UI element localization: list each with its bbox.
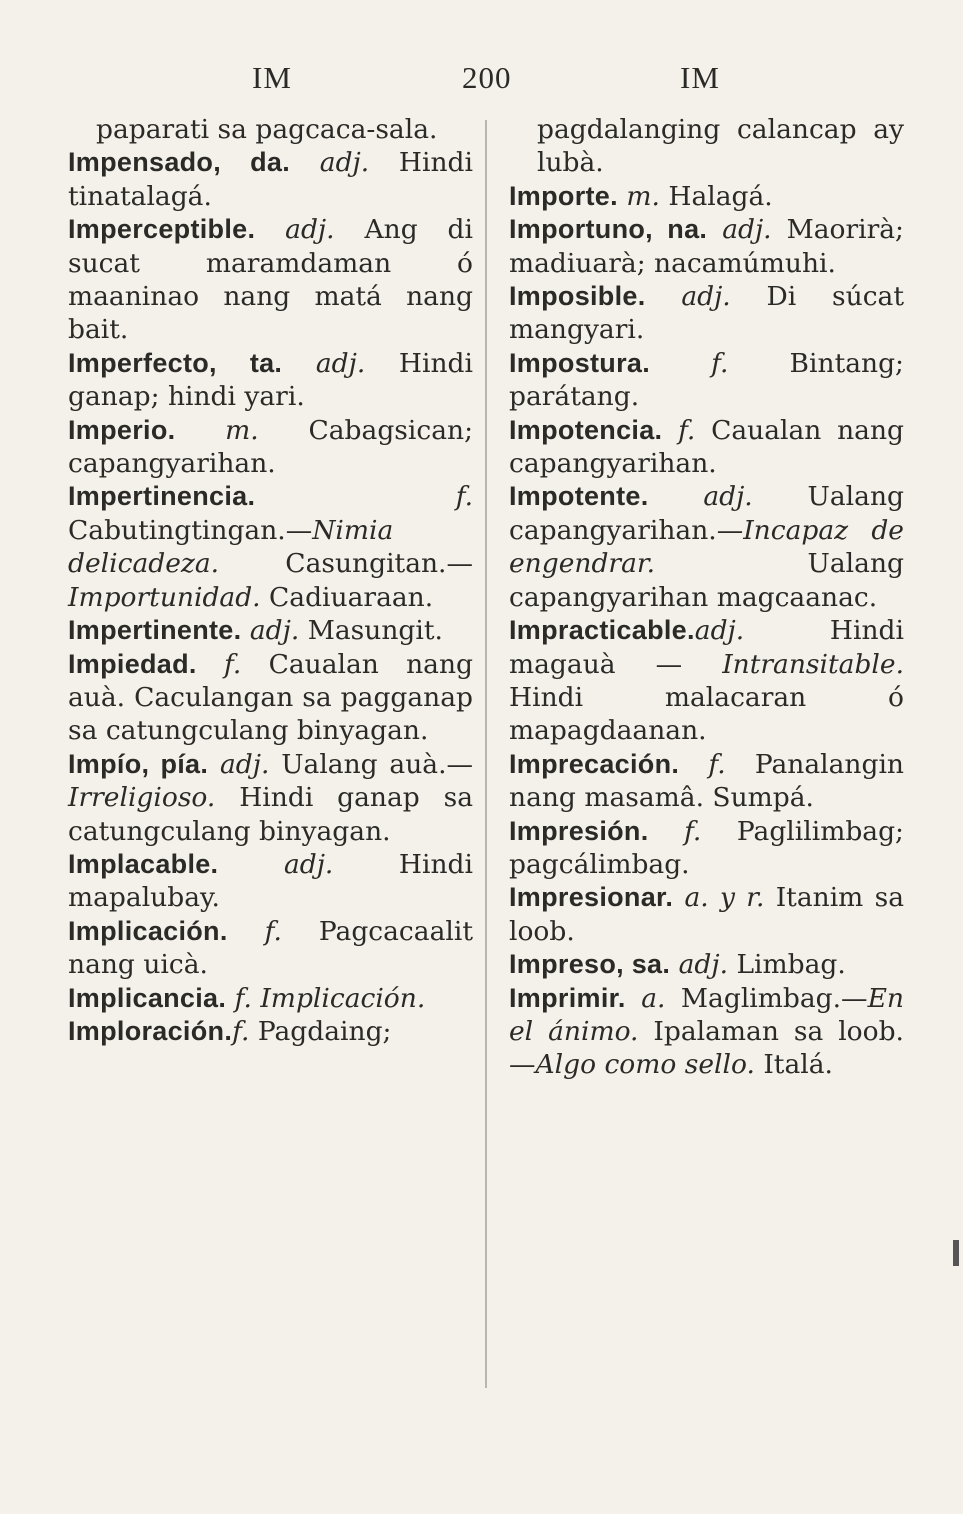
dictionary-entry <box>68 848 473 915</box>
dictionary-entry <box>68 347 473 414</box>
continuation-text: pagdalanging calancap ay lubà. <box>537 114 904 179</box>
definition: Hindi ganap; hindi yari. <box>68 347 473 413</box>
grammar-label: f. <box>264 915 282 947</box>
header-left-guide-word: IM <box>252 60 292 95</box>
grammar-label: adj. <box>703 481 753 513</box>
dictionary-entry <box>68 213 473 347</box>
dictionary-entry <box>68 1015 473 1048</box>
definition: Hindi magauà — <box>509 615 904 680</box>
grammar-label: adj. <box>319 147 370 179</box>
definition: Masungit. <box>307 615 443 647</box>
headword: Impotente. <box>509 481 649 512</box>
grammar-label: adj. <box>219 748 270 780</box>
left-column <box>68 113 473 1048</box>
header-right-guide-word: IM <box>680 60 720 95</box>
grammar-label: adj. <box>315 347 366 379</box>
dictionary-entry <box>68 414 473 481</box>
page-number: 200 <box>462 60 512 95</box>
dictionary-entry <box>68 915 473 982</box>
spanish-subentry: Importunidad. <box>68 581 261 613</box>
definition: Halagá. <box>668 180 773 212</box>
grammar-label: a. <box>641 982 666 1014</box>
grammar-label: f. <box>232 1015 250 1047</box>
grammar-label: f. <box>455 481 473 513</box>
definition: Casungitan.— <box>219 548 473 580</box>
headword: Impío, pía. <box>68 748 209 779</box>
grammar-label: a. y r. <box>684 882 765 914</box>
dictionary-entry <box>509 748 904 815</box>
grammar-label: m. <box>626 180 660 212</box>
definition: Ipalaman sa loob.— <box>509 1015 904 1081</box>
page-header <box>0 60 963 100</box>
grammar-label: adj. <box>722 214 772 246</box>
definition: Italá. <box>754 1049 833 1081</box>
definition: Pagcacaalit nang uicà. <box>68 915 473 981</box>
page-edge-mark <box>953 1240 959 1266</box>
headword: Implacable. <box>68 848 219 879</box>
headword: Imploración. <box>68 1015 233 1046</box>
headword: Impertinencia. <box>68 481 256 512</box>
definition: Cabagsican; capangyarihan. <box>68 414 473 480</box>
dictionary-entry <box>509 180 904 213</box>
definition: Hindi ganap sa catungculang binyagan. <box>68 782 473 847</box>
headword: Impostura. <box>509 347 651 378</box>
dictionary-entry <box>509 948 904 981</box>
grammar-label: f. <box>224 648 242 680</box>
definition: Caualan nang auà. Caculangan sa pagganap sa catungculang binyagan. <box>68 648 473 747</box>
dictionary-entry <box>68 648 473 748</box>
headword: Importuno, na. <box>509 214 708 245</box>
headword: Impresionar. <box>509 882 674 913</box>
grammar-label: m. <box>225 414 259 446</box>
spanish-subentry: Intransitable. <box>722 648 904 680</box>
grammar-label: adj. <box>694 615 745 647</box>
definition: Ualang capangyarihan.— <box>509 481 904 546</box>
right-column <box>509 113 904 1082</box>
headword: Imperceptible. <box>68 214 256 245</box>
definition: Itanim sa loob. <box>509 882 904 947</box>
dictionary-entry <box>509 815 904 882</box>
dictionary-entry <box>509 347 904 414</box>
spanish-subentry: Nimia delicadeza. <box>68 514 394 580</box>
definition: Paglilimbag; pagcálimbag. <box>509 815 904 880</box>
dictionary-entry <box>509 213 904 280</box>
spanish-subentry: Incapaz de engendrar. <box>509 514 904 580</box>
dictionary-entry <box>509 982 904 1082</box>
dictionary-entry <box>509 414 904 481</box>
headword: Implicancia. <box>68 982 227 1013</box>
definition: Ang di sucat maramdaman ó maaninao nang matá nang bait. <box>68 214 473 346</box>
definition: Maglimbag.— <box>680 982 868 1014</box>
definition: Cadiuaraan. <box>260 581 434 613</box>
headword: Impiedad. <box>68 648 197 679</box>
definition: Hindi tinatalagá. <box>68 147 473 212</box>
definition: Ualang capangyarihan magcaanac. <box>509 548 904 613</box>
continuation-text: paparati sa pagcaca-sala. <box>96 114 438 145</box>
definition: Maorirà; madiuarà; nacamúmuhi. <box>509 214 904 279</box>
headword: Impresión. <box>509 815 649 846</box>
definition: Limbag. <box>736 949 846 981</box>
headword: Importe. <box>509 180 618 211</box>
grammar-label: adj. <box>678 949 729 981</box>
definition: Hindi mapalubay. <box>68 848 473 914</box>
headword: Imprecación. <box>509 748 680 779</box>
headword: Impreso, sa. <box>509 949 671 980</box>
dictionary-entry <box>509 881 904 948</box>
definition: Ualang auà.— <box>281 748 474 780</box>
definition: Caualan nang capangyarihan. <box>509 414 904 480</box>
definition: Bintang; parátang. <box>509 347 904 413</box>
dictionary-entry <box>68 982 473 1015</box>
spanish-subentry: Irreligioso. <box>68 782 216 814</box>
grammar-label: adj. <box>249 615 300 647</box>
column-divider <box>485 120 487 1388</box>
grammar-label: f. <box>708 748 726 780</box>
headword: Imprimir. <box>509 982 626 1013</box>
dictionary-entry <box>509 280 904 347</box>
definition: Panalangin nang masamâ. Sumpá. <box>509 748 904 814</box>
headword: Impracticable. <box>509 615 695 646</box>
grammar-label: f. <box>711 347 729 379</box>
definition: Di súcat mangyari. <box>509 281 904 346</box>
headword: Impensado, da. <box>68 147 291 178</box>
headword: Impertinente. <box>68 615 242 646</box>
spanish-subentry: En el ánimo. <box>509 982 904 1047</box>
definition: Hindi malacaran ó mapagdaanan. <box>509 681 904 747</box>
dictionary-entry <box>68 480 473 614</box>
grammar-label: f. <box>678 414 696 446</box>
grammar-label: adj. <box>285 214 335 246</box>
dictionary-entry <box>68 146 473 213</box>
headword: Imperfecto, ta. <box>68 347 283 378</box>
headword: Implicación. <box>68 915 228 946</box>
dictionary-entry <box>68 614 473 647</box>
spanish-subentry: Implicación. <box>260 982 426 1014</box>
grammar-label: f. <box>234 982 252 1014</box>
headword: Impotencia. <box>509 414 663 445</box>
definition: Cabutingtingan.— <box>68 514 313 546</box>
grammar-label: f. <box>684 815 702 847</box>
grammar-label: adj. <box>681 281 731 313</box>
definition: Pagdaing; <box>257 1015 392 1047</box>
headword: Imposible. <box>509 281 646 312</box>
headword: Imperio. <box>68 414 176 445</box>
grammar-label: adj. <box>283 848 334 880</box>
dictionary-entry <box>509 614 904 748</box>
dictionary-entry <box>509 480 904 614</box>
dictionary-entry <box>68 748 473 848</box>
spanish-subentry: Algo como sello. <box>535 1049 755 1081</box>
